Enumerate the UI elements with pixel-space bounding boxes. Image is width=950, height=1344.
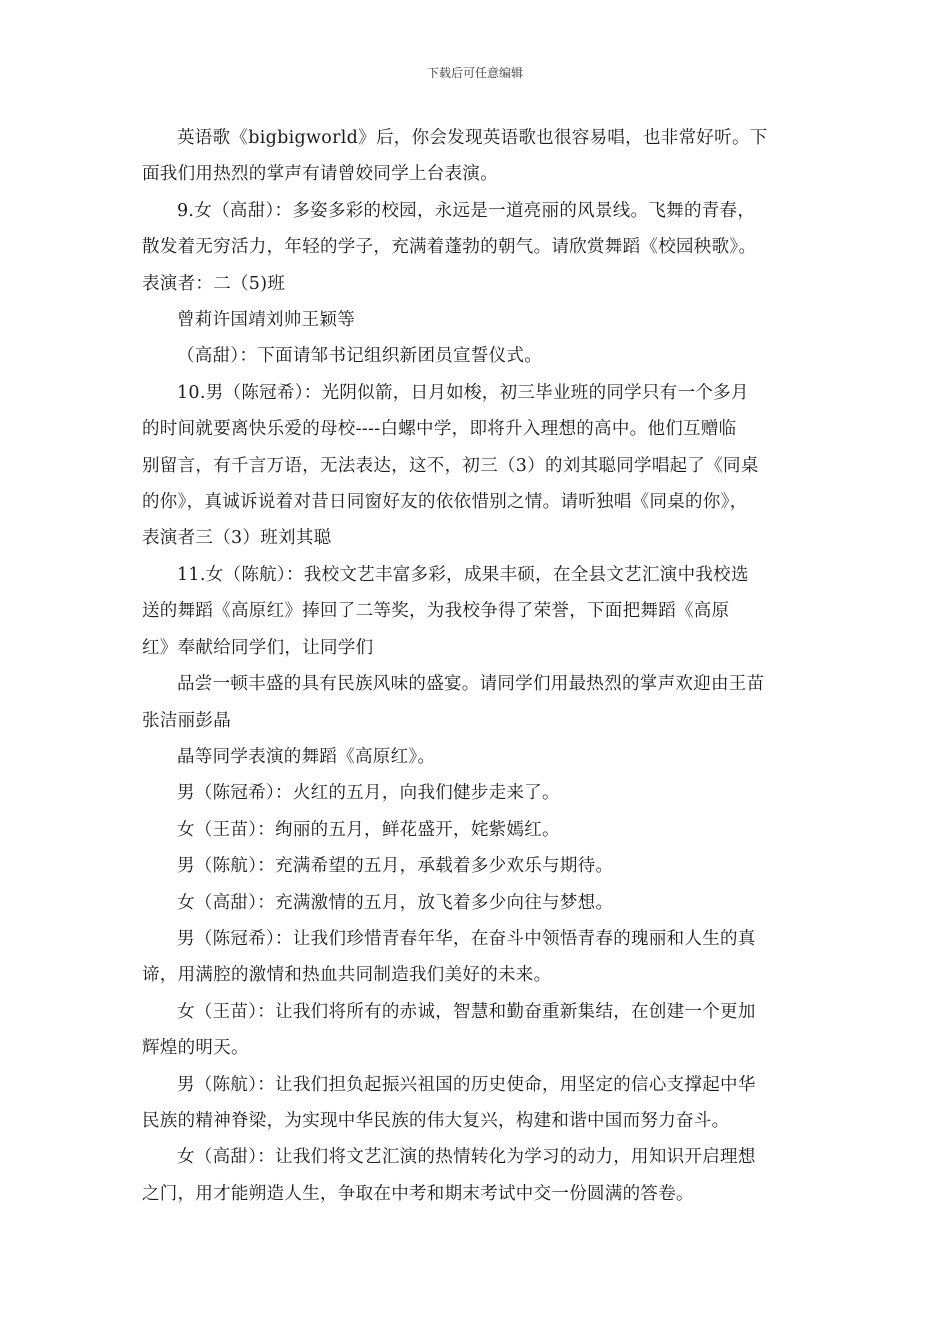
text-line: 男（陈冠希）：让我们珍惜青春年华，在奋斗中领悟青春的瑰丽和人生的真 [177, 928, 756, 949]
text-line: 10.男（陈冠希）：光阴似箭，日月如梭，初三毕业班的同学只有一个多月 [177, 382, 749, 403]
text-line: 之门，用才能朔造人生，争取在中考和期末考试中交一份圆满的答卷。 [142, 1183, 694, 1204]
text-line: 女（王苗）：让我们将所有的赤诚，智慧和勤奋重新集结，在创建一个更加 [177, 1001, 756, 1022]
text-line: 11.女（陈航）：我校文艺丰富多彩，成果丰硕，在全县文艺汇演中我校选 [177, 564, 749, 585]
text-line: 别留言，有千言万语，无法表达，这不，初三（3）的刘其聪同学唱起了《同桌 [142, 455, 759, 476]
body-text [142, 120, 822, 1212]
text-line: 9.女（高甜）：多姿多彩的校园，永远是一道亮丽的风景线。飞舞的青春， [177, 200, 756, 221]
text-line: 张洁丽彭晶 [142, 710, 231, 731]
text-line: 辉煌的明天。 [142, 1038, 249, 1059]
text-line: 女（高甜）：让我们将文艺汇演的热情转化为学习的动力，用知识开启理想 [177, 1147, 756, 1168]
text-line: 英语歌《bigbigworld》后，你会发现英语歌也很容易唱，也非常好听。下 [177, 128, 768, 148]
text-line: 红》奉献给同学们，让同学们 [142, 637, 374, 658]
text-line: 晶等同学表演的舞蹈《高原红》。 [177, 746, 436, 767]
text-line: 男（陈冠希）：火红的五月，向我们健步走来了。 [177, 783, 560, 804]
text-line: 女（王苗）：绚丽的五月，鲜花盛开，姹紫嫣红。 [177, 819, 560, 840]
text-line: 谛，用满腔的激情和热血共同制造我们美好的未来。 [142, 965, 552, 986]
text-line: 男（陈航）：充满希望的五月，承载着多少欢乐与期待。 [177, 856, 614, 877]
text-line: 的时间就要离快乐爱的母校----白螺中学，即将升入理想的高中。他们互赠临 [142, 419, 737, 440]
text-line: 表演者：二（5)班 [142, 273, 286, 294]
text-line: （高甜）：下面请邹书记组织新团员宣誓仪式。 [177, 346, 543, 367]
text-line: 品尝一顿丰盛的具有民族风味的盛宴。请同学们用最热烈的掌声欢迎由王苗 [177, 674, 765, 695]
text-line: 女（高甜）：充满激情的五月，放飞着多少向往与梦想。 [177, 892, 614, 913]
text-line: 的你》，真诚诉说着对昔日同窗好友的依依惜别之情。请听独唱《同桌的你》， [142, 492, 748, 513]
text-line: 面我们用热烈的掌声有请曾姣同学上台表演。 [142, 164, 498, 185]
page-header: 下载后可任意编辑 [426, 66, 523, 80]
text-line: 民族的精神脊梁，为实现中华民族的伟大复兴，构建和谐中国而努力奋斗。 [142, 1110, 730, 1131]
text-line: 送的舞蹈《高原红》捧回了二等奖，为我校争得了荣誉，下面把舞蹈《高原 [142, 601, 730, 622]
text-line: 曾莉许国靖刘帅王颖等 [177, 310, 355, 331]
text-line: 表演者三（3）班刘其聪 [142, 528, 332, 549]
text-line: 散发着无穷活力，年轻的学子，充满着蓬勃的朝气。请欣赏舞蹈《校园秧歌》。 [142, 237, 757, 258]
text-line: 男（陈航）：让我们担负起振兴祖国的历史使命，用坚定的信心支撑起中华 [177, 1074, 756, 1095]
